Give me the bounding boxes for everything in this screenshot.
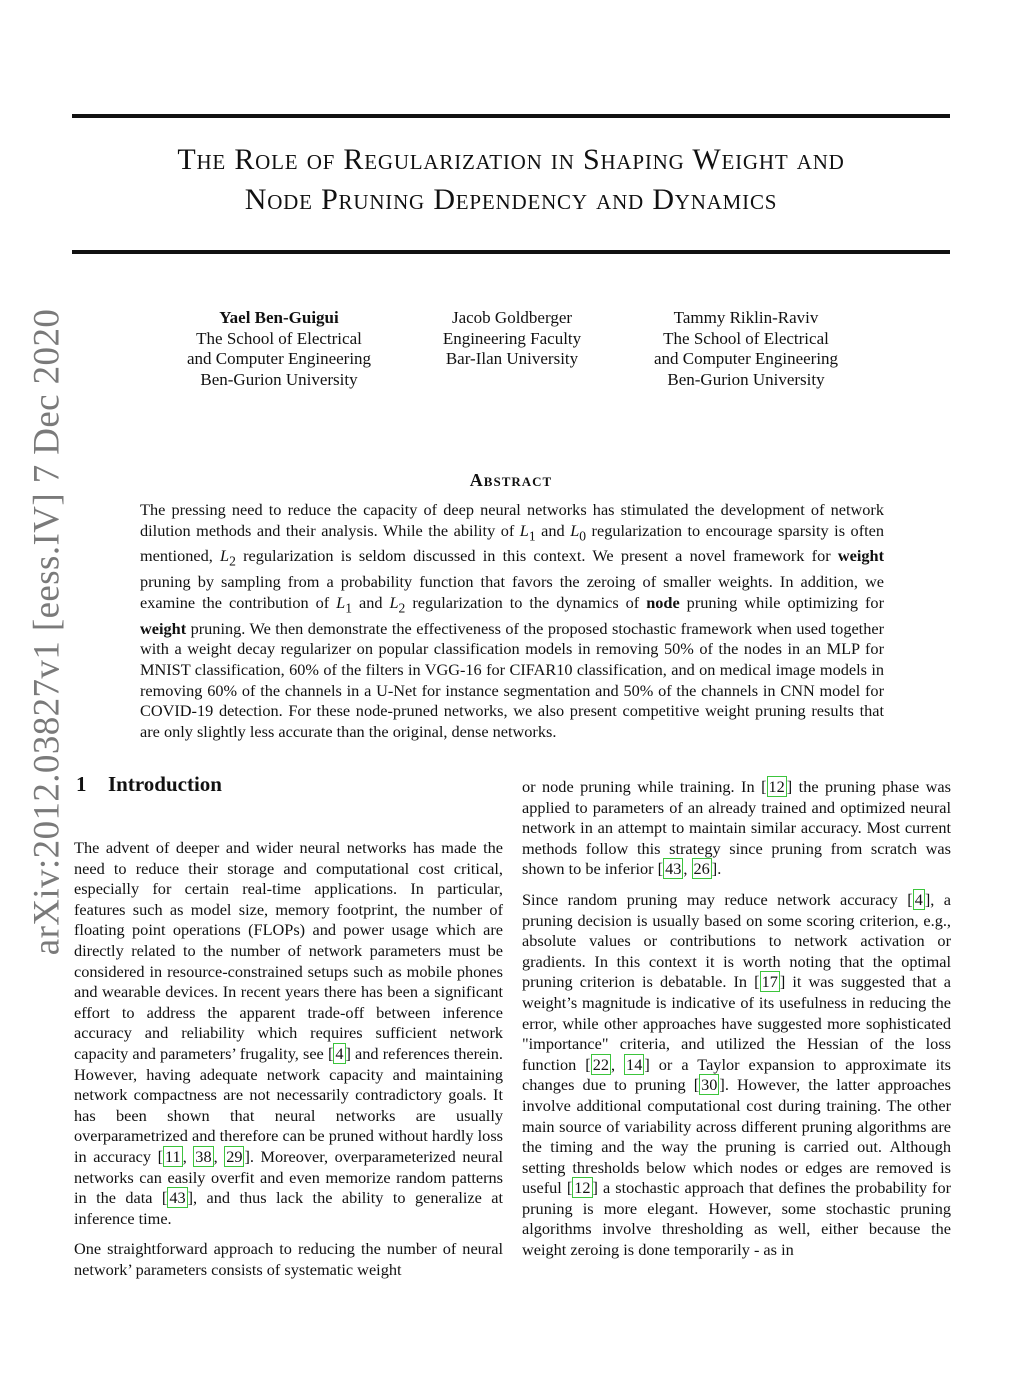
author-affiliation: The School of Electrical [663, 328, 829, 348]
section-heading [76, 772, 222, 797]
author-name: Tammy Riklin-Raviv [673, 308, 819, 327]
citation-link[interactable]: 43 [665, 859, 682, 879]
right-column [522, 777, 951, 1271]
citation-link[interactable]: 11 [165, 1146, 181, 1166]
abstract-heading: Abstract [469, 470, 553, 490]
abstract-text: The pressing need to reduce the capacity of deep neural networks has stimulated the development of network dilution methods and their analysis. While the ability of $L_1$ and $L_0$ regularization to encourage sparsity is often mentioned, $L_2$ regularization is seldom discussed in this context. We present a novel framework for weight pruning by sampling from a probability function that favors the zeroing of smaller weights. In addition, we examine the contribution of $L_1$ and $L_2$ regularization to the dynamics of node pruning while optimizing for weight pruning. We then demonstrate the effectiveness of the proposed stochastic framework when used together with a weight decay regularizer on popular classification models in removing 50% of the nodes in an MLP for MNIST classification, 60% of the filters in VGG-16 for CIFAR10 classification, and on medical image models in removing 60% of the channels in a U-Net for instance segmentation and 50% of the channels in CNN model for COVID-19 detection. For these node-pruned networks, we also present competitive weight pruning results that are only slightly less accurate than the original, dense networks. [140, 500, 885, 741]
title-line-1: The Role of Regularization in Shaping Weight and [177, 143, 845, 176]
top-rule [72, 114, 950, 118]
author-name: Jacob Goldberger [451, 308, 573, 327]
author-affiliation: and Computer Engineering [186, 349, 372, 368]
bottom-rule [72, 250, 950, 254]
author-block-2 [414, 308, 610, 370]
section-title: Introduction [108, 772, 222, 796]
citation-link[interactable]: 17 [761, 972, 778, 992]
left-column [74, 838, 503, 1290]
author-affiliation: The School of Electrical [196, 328, 362, 348]
paragraph: One straightforward approach to reducing the number of neural network’ parameters consists of systematic weight [74, 1239, 503, 1279]
author-affiliation: Engineering Faculty [442, 328, 582, 348]
author-block-3 [624, 308, 868, 390]
author-affiliation: Bar-Ilan University [445, 349, 579, 368]
arxiv-identifier: arXiv:2012.03827v1 [eess.IV] 7 Dec 2020 [26, 308, 68, 956]
paragraph: or node pruning while training. In [ 12 ] the pruning phase was applied to parameters of an already trained and optimized neural network in an attempt to maintain similar accuracy. Most current methods follow this strategy since pruning from scratch was shown to be inferior [ 43 , 26 ]. [522, 777, 951, 879]
author-block-1 [157, 308, 401, 390]
citation-link[interactable]: 38 [195, 1146, 212, 1166]
citation-link[interactable]: 4 [914, 889, 923, 909]
citation-link[interactable]: 29 [226, 1146, 243, 1166]
citation-link[interactable]: 12 [768, 777, 785, 796]
math-symbol: L [220, 546, 230, 566]
citation-link[interactable]: 43 [169, 1188, 186, 1208]
citation-link[interactable]: 26 [693, 859, 710, 879]
section-number: 1 [76, 772, 87, 796]
paragraph: The advent of deeper and wider neural networks has made the need to reduce their storage and computational cost critical, especially for certain real-time applications. In particular, features such as model size, memory footprint, the number of floating point operations (FLOPs) and power usage which are directly related to the number of network parameters must be considered in resource-constrained setups such as mobile phones and wearable devices. In recent years there has been a significant effort to address the apparent trade-off between inference accuracy and reliability which requires sufficient network capacity and parameters’ frugality, see [ 4 ] and references therein. However, having adequate network capacity and maintaining network compactness are not necessarily contradictory goals. It has been shown that neural networks are usually overparametrized and therefore can be pruned without hardly loss in accuracy [ 11 , 38 , 29 ]. Moreover, overparameterized neural networks can easily overfit and even memorize random patterns in the data [ 43 ], and thus lack the ability to generalize at inference time. [74, 838, 503, 1228]
citation-link[interactable]: 12 [574, 1178, 591, 1198]
math-symbol: L [519, 520, 529, 540]
title-line-2: Node Pruning Dependency and Dynamics [244, 183, 778, 216]
author-affiliation: Ben-Gurion University [667, 369, 825, 389]
math-symbol: L [570, 520, 580, 540]
citation-link[interactable]: 30 [701, 1075, 718, 1095]
math-symbol: L [389, 592, 399, 612]
author-name: Yael Ben-Guigui [219, 308, 339, 327]
author-affiliation: Ben-Gurion University [200, 369, 358, 389]
citation-link[interactable]: 14 [626, 1054, 643, 1074]
citation-link[interactable]: 22 [592, 1054, 609, 1074]
math-symbol: L [336, 592, 346, 612]
author-affiliation: and Computer Engineering [653, 349, 839, 368]
paper-title [72, 140, 950, 220]
citation-link[interactable]: 4 [335, 1043, 344, 1063]
paragraph: Since random pruning may reduce network accuracy [ 4 ], a pruning decision is usually based on some scoring criterion, e.g., absolute values or contributions to network activation or gradients. In this context it is worth noting that the optimal pruning criterion is debatable. In [ 17 ] it was suggested that a weight’s magnitude is indicative of its usefulness in reducing the error, while other approaches have suggested more sophisticated "importance" criteria, and utilized the Hessian of the loss function [ 22 , 14 ] or a Taylor expansion to approximate its changes due to pruning [ 30 ]. However, the latter approaches involve additional computational cost during training. The other main source of variability across different pruning algorithms are the timing and the way the pruning is carried out. Although setting thresholds below which nodes or edges are removed is useful [ 12 ] a stochastic approach that defines the probability for pruning is more elegant. However, some stochastic pruning algorithms involve thresholding as well, either because the weight zeroing is done temporarily - as in [522, 889, 952, 1260]
